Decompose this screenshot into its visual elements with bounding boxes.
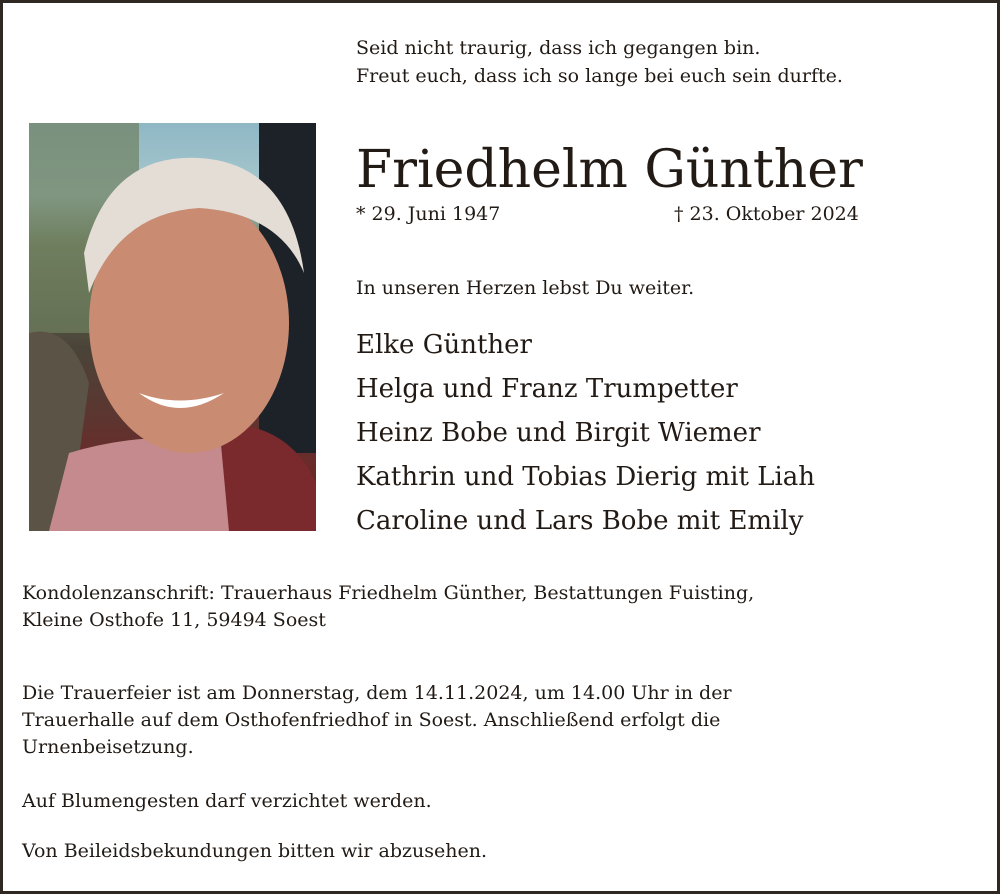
death-date: † 23. Oktober 2024 xyxy=(674,203,859,225)
ceremony-line: Urnenbeisetzung. xyxy=(22,736,194,758)
sympathy-note: Von Beileidsbekundungen bitten wir abzusehen. xyxy=(22,840,487,862)
family-list xyxy=(356,323,815,543)
quote-line: Freut euch, dass ich so lange bei euch sein durfte. xyxy=(356,65,843,87)
deceased-name: Friedhelm Günther xyxy=(356,140,863,200)
portrait-photo xyxy=(29,123,316,531)
portrait-illustration xyxy=(29,123,316,531)
family-member: Helga und Franz Trumpetter xyxy=(356,374,738,404)
quote xyxy=(356,34,843,90)
quote-line: Seid nicht traurig, dass ich gegangen bin. xyxy=(356,37,761,59)
ceremony-line: Die Trauerfeier ist am Donnerstag, dem 14.11.2024, um 14.00 Uhr in der xyxy=(22,682,732,704)
family-member: Heinz Bobe und Birgit Wiemer xyxy=(356,418,761,448)
condolence-line: Kleine Osthofe 11, 59494 Soest xyxy=(22,609,326,631)
birth-date: * 29. Juni 1947 xyxy=(356,203,501,225)
condolence-address xyxy=(22,580,754,634)
ceremony-info xyxy=(22,680,732,761)
flowers-note: Auf Blumengesten darf verzichtet werden. xyxy=(22,790,432,812)
ceremony-line: Trauerhalle auf dem Osthofenfriedhof in Soest. Anschließend erfolgt die xyxy=(22,709,721,731)
family-member: Elke Günther xyxy=(356,330,532,360)
condolence-line: Kondolenzanschrift: Trauerhaus Friedhelm Günther, Bestattungen Fuisting, xyxy=(22,582,755,604)
family-member: Kathrin und Tobias Dierig mit Liah xyxy=(356,462,816,492)
motto: In unseren Herzen lebst Du weiter. xyxy=(356,277,695,299)
family-member: Caroline und Lars Bobe mit Emily xyxy=(356,506,804,536)
